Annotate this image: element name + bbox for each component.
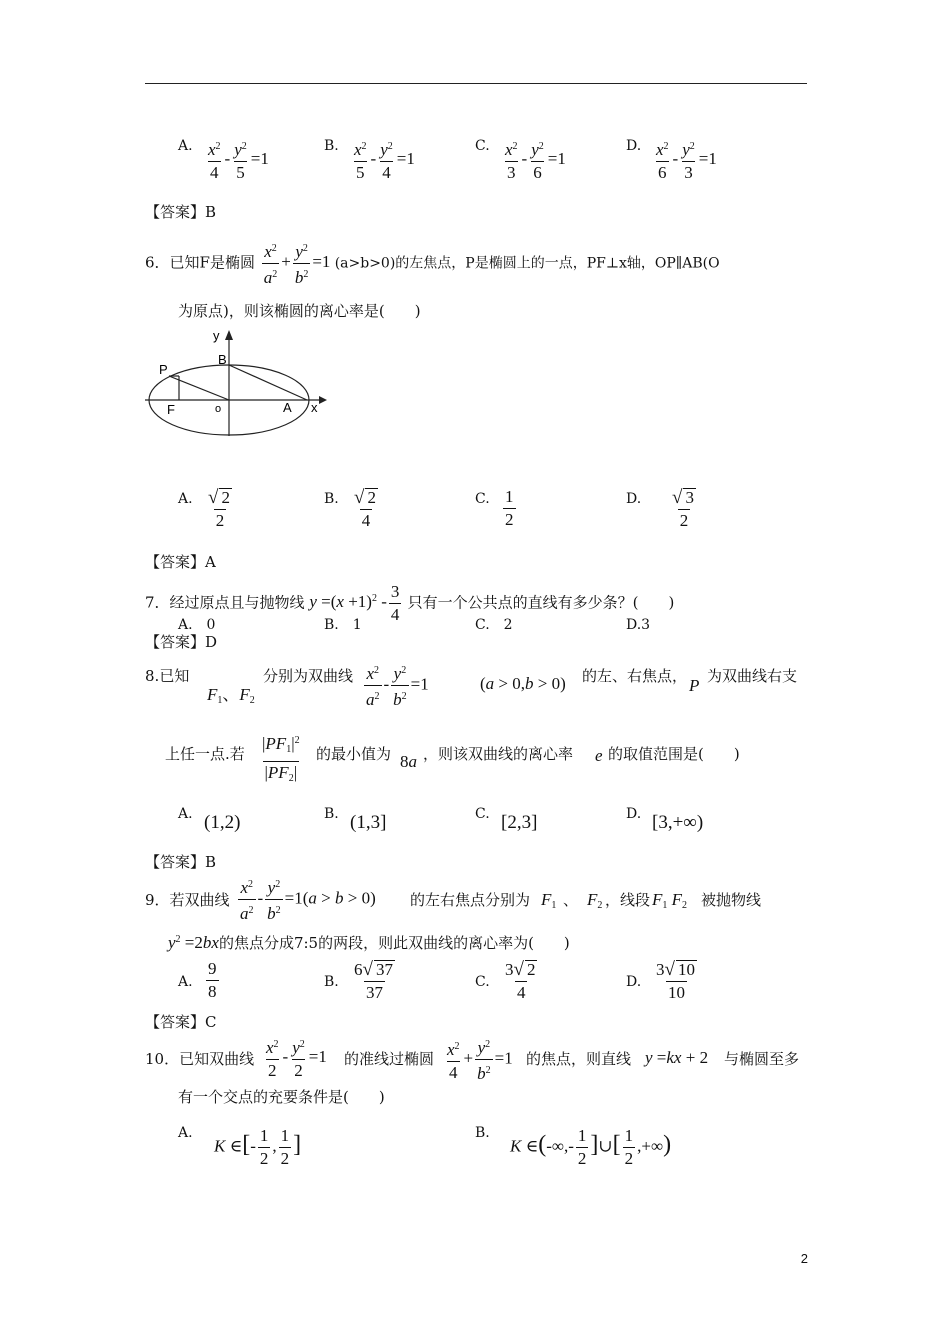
q5-option-d-formula: $\frac{x^2}{6}$ - $\frac{y^2}{3}$ =1 [656,140,717,182]
fig-label-f: F [167,402,175,417]
q9-stem-line2 [168,930,570,953]
q8-option-b-label: B. [324,806,339,822]
q6-option-b-formula: $\frac{√ 2}{4}$ [354,487,376,530]
q10-stem-line2: 有一个交点的充要条件是( ) [178,1088,385,1106]
fig-label-y: y [213,328,220,343]
q8-option-a-interval: (1,2) [204,812,241,833]
q8-hyperbola-formula: $\frac{x^2}{a^2}$ - $\frac{y^2}{b^2}$ =1 [366,664,429,709]
q8-text4: 为双曲线右支 [707,667,798,685]
q9-option-c-formula: $\frac{3√ 2}{4}$ [505,959,536,1002]
q6-option-a-label: A. [178,491,193,507]
q6-ellipse-formula: $\frac{x^2}{a^2}$ + $\frac{y^2}{b^2}$ =1 [263,242,335,287]
q7-stem [145,583,674,624]
q8-point-p: P [689,676,700,695]
q9-segment: $F_1$ $F_2$ [652,890,688,911]
q9-option-c-label: C. [475,974,490,990]
q9-options [178,960,818,1010]
q8-answer [145,852,216,872]
q9-option-d-label: D. [626,974,642,990]
fig-label-p: P [159,362,168,377]
q5-option-a-formula: $\frac{x^2}{4}$ - $\frac{y^2}{5}$ =1 [208,140,269,182]
q9-text: 若双曲线 [169,891,230,909]
q6-text: 已知F是椭圆 [169,253,255,272]
q6-options [178,488,818,542]
q10-option-b-label: B. [475,1125,490,1141]
header-rule [145,83,807,84]
q9-focus-f1: $F_1$ [541,890,557,911]
q5-options [178,138,818,188]
q8-foci: $F_1$、$F_2$ [207,685,255,706]
answer-prefix: 【答案】 [145,553,206,571]
q10-hyperbola-formula: $\frac{x^2}{2}$ - $\frac{y^2}{2}$ =1 [266,1038,327,1080]
fig-label-x: x [311,400,318,415]
q7-text: 经过原点且与抛物线 [169,593,305,612]
q10-number: 10． [145,1050,180,1068]
q8-stem-line1 [145,666,189,686]
q9-text3: 、 [563,891,579,909]
q8-text2: 分别为双曲线 [263,667,354,685]
q8-condition: (a > 0,b > 0) [480,674,566,693]
q8-line2a: 上任一点.若 [165,745,245,763]
q7-text-tail: 只有一个公共点的直线有多少条？( ) [407,593,675,612]
answer-value: B [205,853,217,871]
fig-label-a: A [283,400,292,415]
q8-text: 已知 [159,667,190,685]
q8-number: 8. [145,667,160,685]
q10-text: 已知双曲线 [179,1050,255,1068]
q8-options [178,806,818,840]
fig-label-o: o [215,403,222,415]
answer-prefix: 【答案】 [145,853,206,871]
q10-option-a-formula: K ∈[- $\frac{1}{2}$ , $\frac{1}{2}$ ] [214,1126,302,1168]
q9-text2: 的左右焦点分别为 [410,891,531,909]
answer-prefix: 【答案】 [145,203,206,221]
q10-option-b-formula: K ∈(-∞,- $\frac{1}{2}$ ]∪[ $\frac{1}{2}$ ,+∞) [510,1126,672,1168]
q10-line-formula: y =kx + 2 [645,1048,709,1067]
q5-option-c-formula: $\frac{x^2}{3}$ - $\frac{y^2}{6}$ =1 [505,140,566,182]
q9-option-b-label: B. [324,974,339,990]
q7-answer [145,632,217,652]
answer-value: A [205,553,216,571]
q5-option-c-label: C. [475,138,490,154]
page-number: 2 [800,1251,808,1266]
q10-stem-line1 [145,1049,254,1069]
q8-ratio-formula: $\frac{|PF_1|^2}{|PF_2|}$ [258,732,304,788]
q6-option-a-formula: $\frac{√ 2}{2}$ [208,487,230,530]
q8-eccentricity-e: e [595,746,603,765]
q9-parabola-formula: $y^2 =2bx$ [168,933,219,952]
q5-option-b-formula: $\frac{x^2}{5}$ - $\frac{y^2}{4}$ =1 [354,140,415,182]
answer-value: B [205,203,217,221]
q6-option-c-formula: $\frac{1}{2}$ [505,487,514,529]
q8-min-value: 8a [400,752,417,771]
q6-option-d-label: D. [626,491,642,507]
q10-text3: 的焦点，则直线 [526,1050,632,1068]
q9-hyperbola-formula: $\frac{x^2}{a^2}$ - $\frac{y^2}{b^2}$ =1(a > b > 0) [240,878,376,923]
q6-option-d-formula: $\frac{√ 3}{2}$ [672,487,694,530]
q8-line2c: ，则该双曲线的离心率 [423,745,574,763]
q9-answer [145,1012,217,1032]
q5-option-b-label: B. [324,138,339,154]
answer-value: D [205,633,218,651]
q9-text5: 被抛物线 [701,891,762,909]
q8-option-d-interval: [3,+∞) [652,812,704,833]
q9-focus-f2: $F_2$ [587,890,603,911]
q6-condition: (a>b>0)的左焦点，P是椭圆上的一点，PF⊥x轴，OP∥AB(O [334,255,720,272]
q8-line2d: 的取值范围是( ) [608,745,740,763]
q10-ellipse-formula: $\frac{x^2}{4}$ + $\frac{y^2}{b^2}$ =1 [447,1038,513,1083]
q9-option-a-formula: $\frac{9}{8}$ [208,959,217,1001]
q9-stem-line1 [145,890,230,910]
q7-option-d: D.3 [626,617,651,633]
q6-option-c-label: C. [475,491,490,507]
answer-prefix: 【答案】 [145,1013,206,1031]
q8-option-c-label: C. [475,806,490,822]
q10-options [178,1125,818,1175]
q9-option-b-formula: $\frac{6√ 37}{37}$ [354,959,393,1002]
q7-option-b: B. 1 [324,617,362,633]
q6-answer [145,552,216,572]
q7-option-a: A. 0 [178,617,216,633]
q6-option-b-label: B. [324,491,339,507]
q6-ellipse-figure [143,326,333,438]
q10-text2: 的准线过椭圆 [344,1050,435,1068]
q8-option-a-label: A. [178,806,193,822]
answer-value: C [205,1013,217,1031]
q7-option-c: C. 2 [475,617,513,633]
q6-stem-line1 [145,240,720,287]
q9-text4: ，线段 [605,891,651,909]
fig-label-b: B [218,352,227,367]
q8-line2b: 的最小值为 [316,745,392,763]
q5-option-a-label: A. [178,138,193,154]
q8-option-d-label: D. [626,806,642,822]
q5-option-d-label: D. [626,138,642,154]
q9-number: 9． [145,891,170,909]
q6-stem-line2: 为原点)，则该椭圆的离心率是( ) [178,302,421,320]
q9-option-a-label: A. [178,974,193,990]
q5-answer [145,202,216,222]
q7-parabola-formula: $y =(x +1)^2$ - $\frac{3}{4}$ [309,582,400,624]
q10-option-a-label: A. [178,1125,193,1141]
q8-option-b-interval: (1,3] [350,812,387,833]
q7-number: 7． [145,593,170,612]
answer-prefix: 【答案】 [145,633,206,651]
q6-number: 6． [145,253,170,272]
q9-text-line2: 的焦点分成7:5的两段，则此双曲线的离心率为( ) [218,934,570,952]
q8-option-c-interval: [2,3] [501,812,538,833]
q9-option-d-formula: $\frac{3√ 10}{10}$ [656,959,695,1002]
q8-text3: 的左、右焦点， [582,667,688,685]
q10-text4: 与椭圆至多 [724,1050,800,1068]
